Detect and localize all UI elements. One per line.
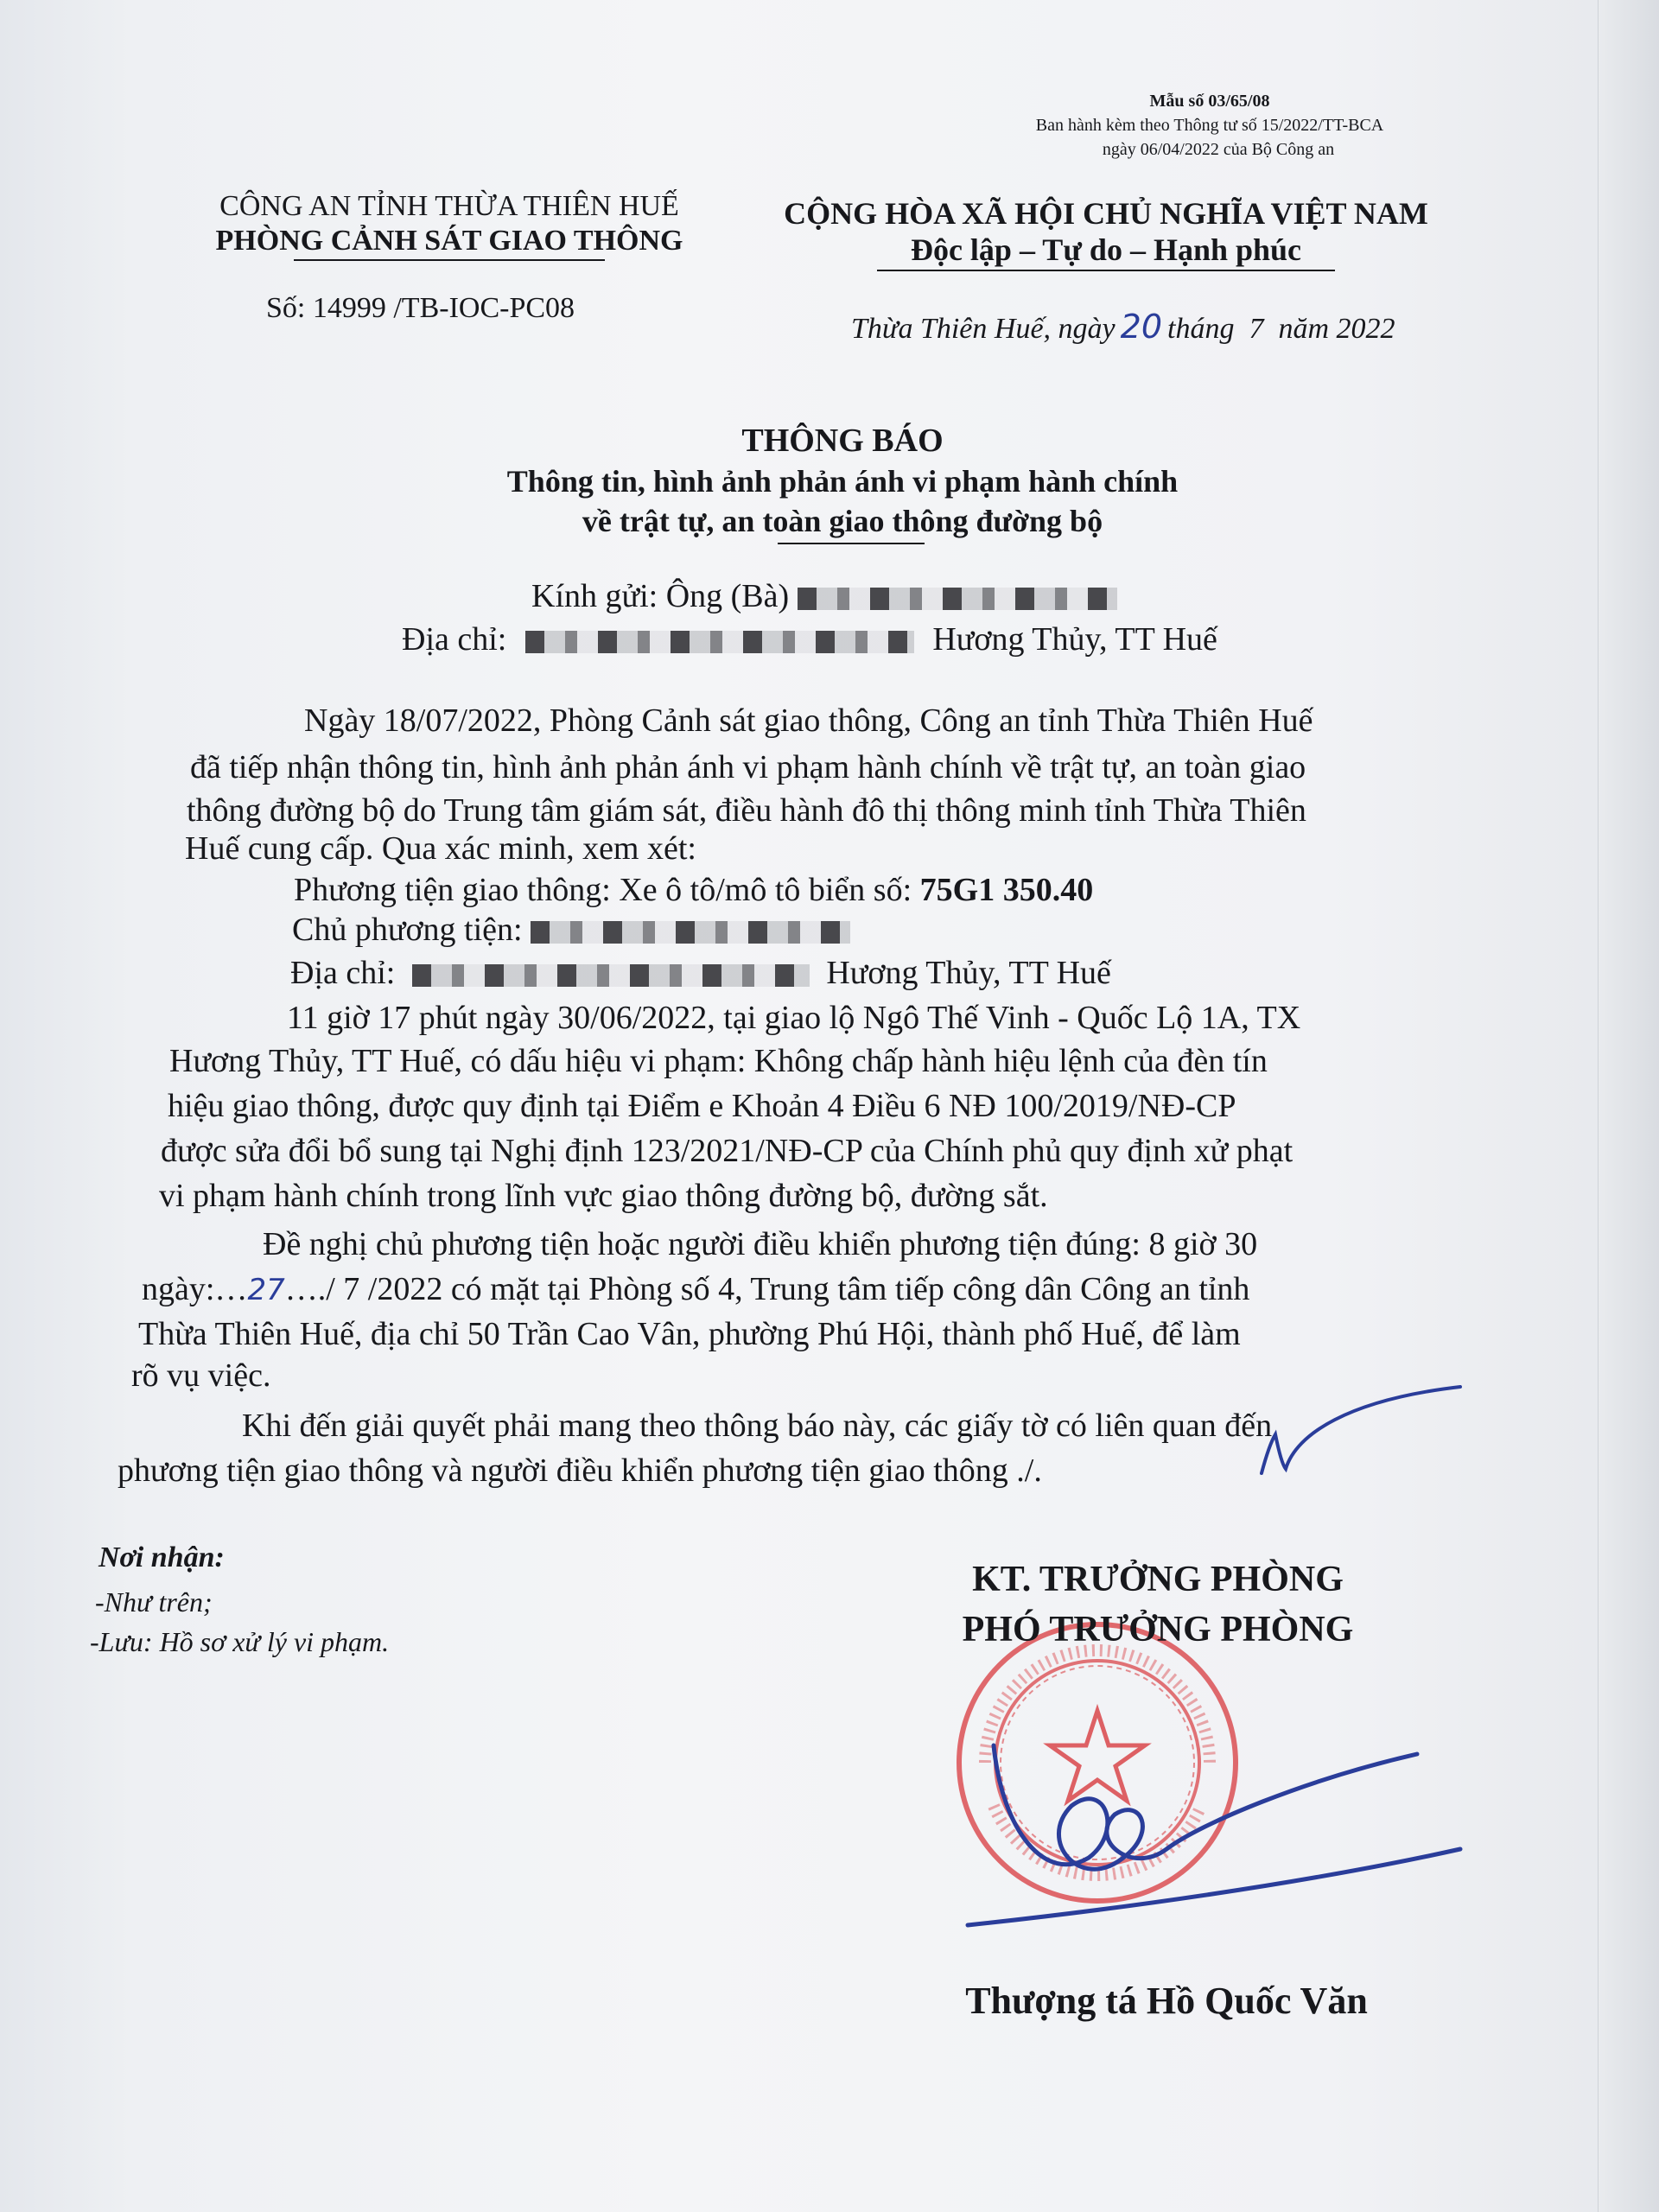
p2-line-5: vi phạm hành chính trong lĩnh vực giao thông đường bộ, đường sắt.	[159, 1178, 1048, 1214]
recipient-address-tail: Hương Thủy, TT Huế	[932, 621, 1217, 658]
signature-title-1: KT. TRƯỞNG PHÒNG	[972, 1560, 1344, 1599]
issuer-line1: CÔNG AN TỈNH THỪA THIÊN HUẾ	[219, 190, 679, 222]
p1-line-4: Huế cung cấp. Qua xác minh, xem xét:	[185, 830, 696, 867]
p3-line-1: Đề nghị chủ phương tiện hoặc người điều khiển phương tiện đúng: 8 giờ 30	[263, 1226, 1258, 1262]
handwritten-signature	[942, 1728, 1478, 1936]
place-date	[851, 308, 1395, 346]
handwritten-day: 20	[1120, 308, 1162, 346]
p3-line-4: rõ vụ việc.	[131, 1357, 271, 1394]
p2-line-3: hiệu giao thông, được quy định tại Điểm e Khoản 4 Điều 6 NĐ 100/2019/NĐ-CP	[168, 1088, 1236, 1124]
signature-title-2: PHÓ TRƯỞNG PHÒNG	[962, 1610, 1354, 1649]
p3-line-2-prefix: ngày:…	[142, 1271, 248, 1307]
nation-underline	[877, 270, 1335, 271]
p3-line-2-suffix: …./ 7 /2022 có mặt tại Phòng số 4, Trung tâm tiếp công dân Công an tỉnh	[284, 1271, 1250, 1307]
owner-label: Chủ phương tiện:	[292, 912, 523, 948]
initial-tick-mark	[1244, 1382, 1469, 1478]
redacted-owner-name	[531, 921, 850, 944]
owner-address-tail: Hương Thủy, TT Huế	[826, 955, 1111, 991]
notice-subtitle-2: về trật tự, an toàn giao thông đường bộ	[582, 504, 1103, 538]
salutation: Kính gửi: Ông (Bà)	[531, 578, 790, 614]
redacted-recipient-name	[798, 588, 1117, 610]
p1-line-3: thông đường bộ do Trung tâm giám sát, điều hành đô thị thông minh tỉnh Thừa Thiên	[187, 792, 1306, 829]
recipient-address-line	[402, 620, 1217, 658]
form-issued-with: Ban hành kèm theo Thông tư số 15/2022/TT-BCA	[1035, 116, 1384, 135]
place-date-suffix: tháng 7 năm 2022	[1167, 313, 1395, 345]
issuer-underline	[294, 259, 605, 261]
recipient-address-label: Địa chỉ:	[402, 621, 507, 658]
place-date-prefix: Thừa Thiên Huế, ngày	[851, 313, 1116, 345]
recipients-item-1: -Như trên;	[95, 1586, 213, 1618]
p3-line-3: Thừa Thiên Huế, địa chỉ 50 Trần Cao Vân, phường Phú Hội, thành phố Huế, để làm	[138, 1316, 1241, 1352]
p4-line-2: phương tiện giao thông và người điều khiển phương tiện giao thông ./.	[118, 1452, 1042, 1489]
p4-line-1: Khi đến giải quyết phải mang theo thông báo này, các giấy tờ có liên quan đến	[242, 1408, 1273, 1444]
form-number: Mẫu số 03/65/08	[1149, 92, 1270, 111]
document-number: Số: 14999 /TB-IOC-PC08	[266, 292, 575, 324]
p1-line-1: Ngày 18/07/2022, Phòng Cảnh sát giao thông, Công an tỉnh Thừa Thiên Huế	[304, 702, 1313, 739]
redacted-owner-address	[412, 964, 810, 987]
vehicle-label: Phương tiện giao thông: Xe ô tô/mô tô biển số:	[294, 872, 912, 908]
nation-line1: CỘNG HÒA XÃ HỘI CHỦ NGHĨA VIỆT NAM	[784, 196, 1428, 231]
recipients-title: Nơi nhận:	[99, 1541, 225, 1573]
title-underline	[778, 543, 925, 544]
signer-name: Thượng tá Hồ Quốc Văn	[965, 1980, 1368, 2022]
p2-line-2: Hương Thủy, TT Huế, có dấu hiệu vi phạm: Không chấp hành hiệu lệnh của đèn tín	[169, 1043, 1268, 1079]
form-issued-date: ngày 06/04/2022 của Bộ Công an	[1102, 140, 1335, 159]
notice-subtitle-1: Thông tin, hình ảnh phản ánh vi phạm hành chính	[506, 464, 1179, 499]
owner-line	[292, 911, 850, 949]
p3-line-2	[142, 1270, 1249, 1308]
p1-line-2: đã tiếp nhận thông tin, hình ảnh phản ánh vi phạm hành chính về trật tự, an toàn giao	[190, 749, 1306, 785]
stacked-pages-edge	[1598, 0, 1659, 2212]
notice-title: THÔNG BÁO	[741, 423, 944, 459]
license-plate: 75G1 350.40	[919, 872, 1094, 908]
p2-line-4: được sửa đổi bổ sung tại Nghị định 123/2021/NĐ-CP của Chính phủ quy định xử phạt	[161, 1133, 1294, 1169]
nation-line2: Độc lập – Tự do – Hạnh phúc	[910, 232, 1302, 267]
handwritten-appointment-day: 27	[247, 1273, 285, 1307]
recipient-line	[531, 577, 1117, 615]
redacted-recipient-address	[525, 631, 914, 653]
recipients-item-2: -Lưu: Hồ sơ xử lý vi phạm.	[90, 1626, 390, 1657]
owner-address-label: Địa chỉ:	[290, 955, 396, 991]
issuer-line2: PHÒNG CẢNH SÁT GIAO THÔNG	[215, 225, 683, 257]
vehicle-line	[294, 871, 1093, 909]
owner-address-line	[290, 954, 1111, 992]
p2-line-1: 11 giờ 17 phút ngày 30/06/2022, tại giao lộ Ngô Thế Vinh - Quốc Lộ 1A, TX	[287, 1000, 1301, 1036]
